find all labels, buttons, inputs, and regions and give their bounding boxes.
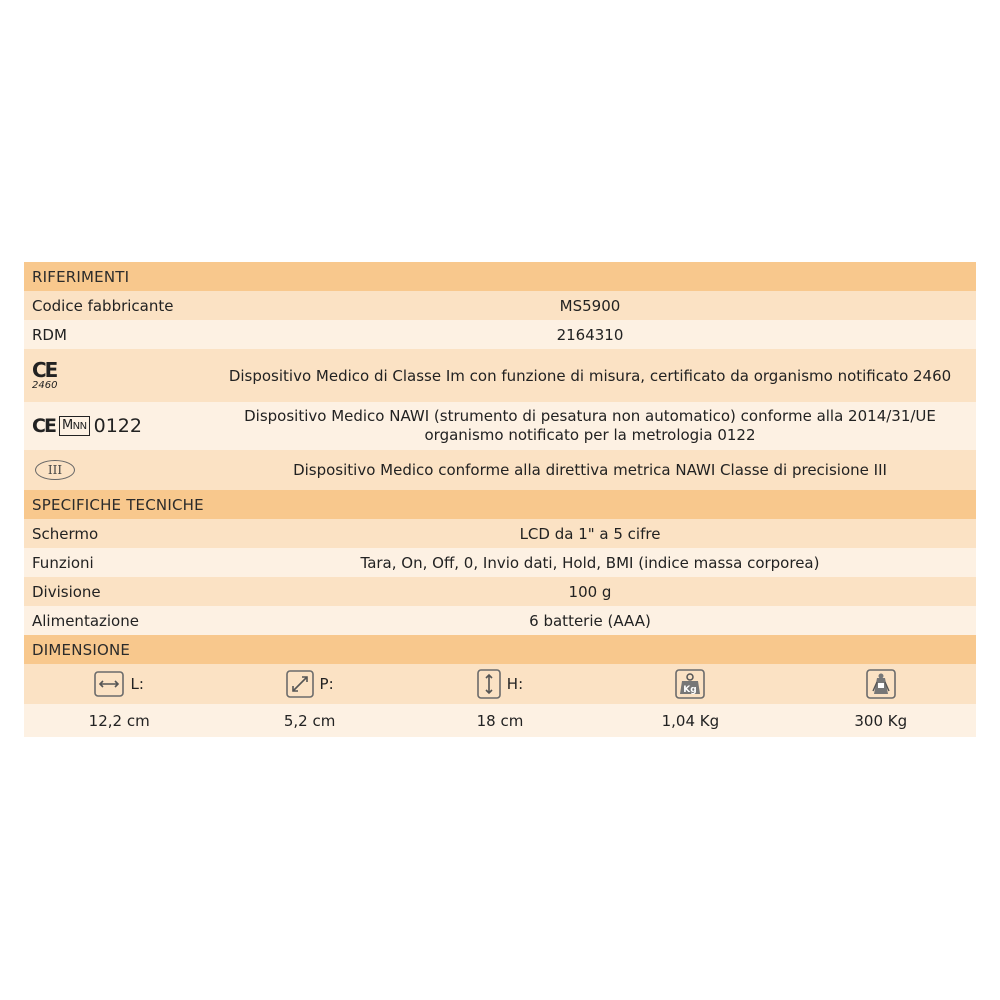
ce-notified-number: 2460 [32, 380, 58, 391]
length-arrows-icon [94, 671, 124, 697]
spec-table [24, 262, 976, 737]
dimension-icons-row [24, 664, 976, 704]
weight-kg-icon [675, 669, 705, 699]
ce-logo [24, 360, 204, 391]
metrology-m: M [61, 418, 73, 433]
row-label: RDM [32, 325, 67, 344]
row-label: Divisione [32, 582, 101, 601]
section-title: RIFERIMENTI [32, 267, 130, 286]
metrology-number: 0122 [93, 415, 142, 437]
row-schermo [24, 519, 976, 548]
dim-depth-value: 5,2 cm [283, 711, 336, 730]
section-header-dimensione [24, 635, 976, 664]
row-value: Dispositivo Medico conforme alla direttiva metrica NAWI Classe di precisione III [293, 461, 887, 479]
section-title: SPECIFICHE TECNICHE [32, 495, 204, 514]
dim-length-value: 12,2 cm [88, 711, 150, 730]
row-divisione [24, 577, 976, 606]
section-header-riferimenti [24, 262, 976, 291]
row-funzioni [24, 548, 976, 577]
dim-capacity [786, 669, 976, 699]
section-title: DIMENSIONE [32, 640, 131, 659]
row-value [204, 407, 976, 445]
row-value: 6 batterie (AAA) [529, 611, 651, 630]
metrology-nn: NN [72, 421, 87, 432]
row-value: 2164310 [556, 325, 624, 344]
metrology-mark-icon [59, 416, 90, 436]
row-ce-certificazione [24, 349, 976, 402]
row-codice-fabbricante [24, 291, 976, 320]
row-rdm [24, 320, 976, 349]
nawi-line-1: Dispositivo Medico NAWI (strumento di pesatura non automatico) conforme alla 2014/31/UE [244, 407, 936, 425]
dim-label: P: [319, 675, 334, 693]
row-label: Codice fabbricante [32, 296, 174, 315]
height-arrows-icon [477, 669, 501, 699]
ce-mark-icon: CE [32, 415, 55, 437]
section-header-specifiche [24, 490, 976, 519]
dim-weight-value: 1,04 Kg [661, 711, 720, 730]
row-alimentazione [24, 606, 976, 635]
nawi-line-2: organismo notificato per la metrologia 0122 [424, 426, 756, 444]
dim-label: L: [130, 675, 144, 693]
depth-diagonal-arrows-icon [286, 670, 314, 698]
row-classe-precisione [24, 450, 976, 490]
dim-capacity-value: 300 Kg [854, 711, 908, 730]
dim-height [405, 669, 595, 699]
dim-label: H: [506, 675, 524, 693]
row-label: Alimentazione [32, 611, 139, 630]
class-iii-logo [24, 460, 204, 480]
class-iii-icon: III [35, 460, 75, 480]
row-value: 100 g [568, 582, 612, 601]
dim-weight [595, 669, 785, 699]
max-capacity-icon [866, 669, 896, 699]
row-value: MS5900 [559, 296, 621, 315]
nawi-logo [24, 415, 204, 437]
row-nawi [24, 402, 976, 450]
ce-mark-icon: CE [32, 358, 57, 382]
row-value: Dispositivo Medico di Classe Im con funzione di misura, certificato da organismo notificato 2460 [228, 366, 952, 385]
dim-length [24, 671, 214, 697]
row-value: LCD da 1" a 5 cifre [519, 524, 661, 543]
row-label: Schermo [32, 524, 99, 543]
dimension-values-row [24, 704, 976, 737]
row-label: Funzioni [32, 553, 94, 572]
dim-height-value: 18 cm [476, 711, 524, 730]
dim-depth [214, 670, 404, 698]
row-value: Tara, On, Off, 0, Invio dati, Hold, BMI (indice massa corporea) [360, 553, 820, 572]
weight-icon-label: Kg [683, 685, 698, 695]
